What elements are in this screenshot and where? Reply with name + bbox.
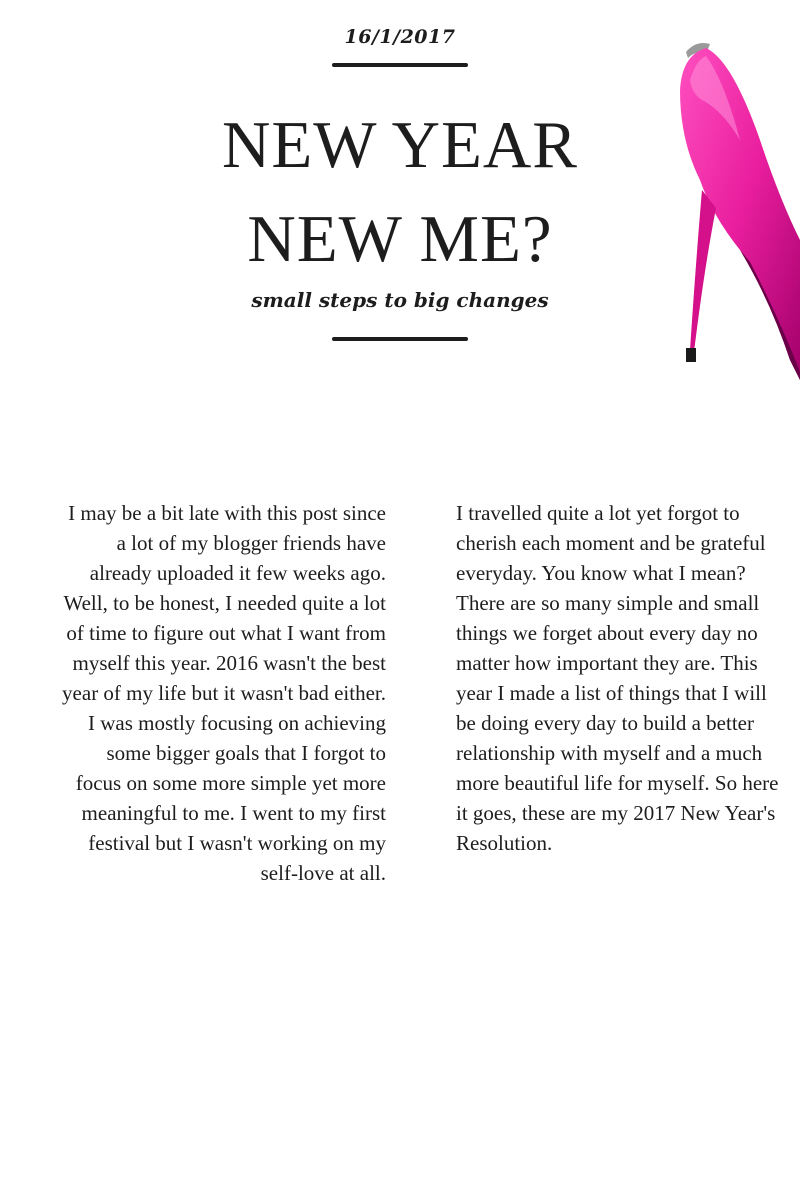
subtitle: small steps to big changes — [251, 288, 549, 312]
top-divider — [332, 63, 468, 67]
body-left-column: I may be a bit late with this post since a lot of my blogger friends have already uploaded it few weeks ago. Well, to be honest, I needed quite a lot of time to figure out what I want from myself this year. 2016 wasn't the best year of my life but it wasn't bad either. I was mostly focusing on achieving some bigger goals that I forgot to focus on some more simple yet more meaningful to me. I went to my first festival but I wasn't working on my self-love at all. — [62, 501, 386, 885]
body-right-column: I travelled quite a lot yet forgot to cherish each moment and be grateful everyday. You know what I mean? There are so many simple and small things we forget about every day no matter how important they are. This year I made a list of things that I will be doing every day to build a better relationship with myself and a much more beautiful life for myself. So here it goes, these are my 2017 New Year's Resolution. — [456, 501, 779, 855]
bottom-divider — [332, 337, 468, 341]
date-label: 16/1/2017 — [344, 26, 456, 48]
high-heel-shoe-icon — [640, 0, 800, 380]
page-title: NEW YEAR NEW ME? — [222, 108, 578, 276]
